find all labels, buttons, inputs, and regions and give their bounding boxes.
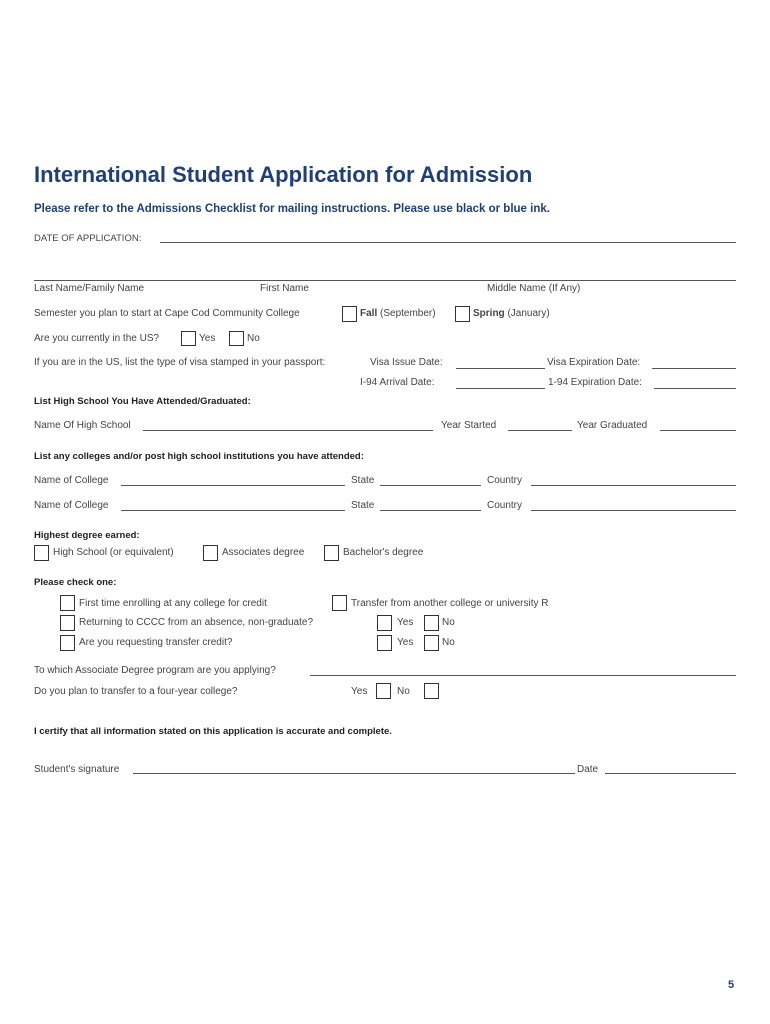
signature-label: Student's signature bbox=[34, 764, 120, 775]
transfer-credit-no-checkbox[interactable] bbox=[424, 635, 439, 651]
year-graduated-field[interactable] bbox=[660, 430, 736, 431]
in-us-yes-checkbox[interactable] bbox=[181, 331, 196, 346]
college-2-country-field[interactable] bbox=[531, 510, 736, 511]
four-year-yes-checkbox[interactable] bbox=[376, 683, 391, 699]
fall-checkbox[interactable] bbox=[342, 306, 357, 322]
returning-checkbox[interactable] bbox=[60, 615, 75, 631]
program-field[interactable] bbox=[310, 675, 736, 676]
visa-issue-date-field[interactable] bbox=[456, 368, 545, 369]
fall-label: Fall (September) bbox=[360, 308, 436, 319]
transfer-credit-yes-label: Yes bbox=[397, 637, 414, 648]
four-year-no-label: No bbox=[397, 686, 410, 697]
name-field-line[interactable] bbox=[34, 280, 736, 281]
returning-no-label: No bbox=[442, 617, 455, 628]
signature-date-label: Date bbox=[577, 764, 599, 775]
college-1-country-label: Country bbox=[487, 475, 523, 486]
middle-name-label: Middle Name (If Any) bbox=[487, 283, 581, 294]
year-started-label: Year Started bbox=[441, 420, 497, 431]
visa-expiration-date-label: Visa Expiration Date: bbox=[547, 357, 641, 368]
returning-yes-label: Yes bbox=[397, 617, 414, 628]
semester-label: Semester you plan to start at Cape Cod Community College bbox=[34, 308, 300, 319]
degree-associates-checkbox[interactable] bbox=[203, 545, 218, 561]
four-year-yes-label: Yes bbox=[351, 686, 368, 697]
degree-bachelors-label: Bachelor's degree bbox=[343, 547, 424, 558]
i94-arrival-label: I-94 Arrival Date: bbox=[360, 377, 435, 388]
program-label: To which Associate Degree program are you applying? bbox=[34, 665, 276, 676]
college-1-state-label: State bbox=[351, 475, 375, 486]
in-us-no-checkbox[interactable] bbox=[229, 331, 244, 346]
transfer-label: Transfer from another college or university R bbox=[351, 598, 549, 609]
visa-type-label: If you are in the US, list the type of visa stamped in your passport: bbox=[34, 357, 326, 368]
visa-issue-date-label: Visa Issue Date: bbox=[370, 357, 443, 368]
college-2-state-label: State bbox=[351, 500, 375, 511]
first-time-label: First time enrolling at any college for credit bbox=[79, 598, 267, 609]
i94-expiration-label: 1-94 Expiration Date: bbox=[548, 377, 642, 388]
college-1-state-field[interactable] bbox=[380, 485, 481, 486]
transfer-credit-no-label: No bbox=[442, 637, 455, 648]
high-school-heading: List High School You Have Attended/Graduated: bbox=[34, 396, 251, 407]
transfer-credit-label: Are you requesting transfer credit? bbox=[79, 637, 233, 648]
college-1-name-field[interactable] bbox=[121, 485, 345, 486]
in-us-yes-label: Yes bbox=[199, 333, 216, 344]
signature-date-field[interactable] bbox=[605, 773, 736, 774]
date-of-application-field[interactable] bbox=[160, 242, 736, 243]
college-2-country-label: Country bbox=[487, 500, 523, 511]
colleges-heading: List any colleges and/or post high school institutions you have attended: bbox=[34, 451, 364, 462]
returning-no-checkbox[interactable] bbox=[424, 615, 439, 631]
last-name-label: Last Name/Family Name bbox=[34, 283, 145, 294]
i94-expiration-field[interactable] bbox=[654, 388, 736, 389]
college-1-name-label: Name of College bbox=[34, 475, 109, 486]
degree-high-school-label: High School (or equivalent) bbox=[53, 547, 174, 558]
first-time-checkbox[interactable] bbox=[60, 595, 75, 611]
spring-checkbox[interactable] bbox=[455, 306, 470, 322]
returning-yes-checkbox[interactable] bbox=[377, 615, 392, 631]
four-year-label: Do you plan to transfer to a four-year college? bbox=[34, 686, 238, 697]
college-2-state-field[interactable] bbox=[380, 510, 481, 511]
four-year-no-checkbox[interactable] bbox=[424, 683, 439, 699]
college-2-name-label: Name of College bbox=[34, 500, 109, 511]
returning-label: Returning to CCCC from an absence, non-graduate? bbox=[79, 617, 314, 628]
high-school-name-field[interactable] bbox=[143, 430, 433, 431]
date-of-application-label: DATE OF APPLICATION: bbox=[34, 233, 142, 244]
signature-field[interactable] bbox=[133, 773, 575, 774]
certify-statement: I certify that all information stated on this application is accurate and complete. bbox=[34, 726, 392, 737]
in-us-no-label: No bbox=[247, 333, 260, 344]
degree-high-school-checkbox[interactable] bbox=[34, 545, 49, 561]
in-us-label: Are you currently in the US? bbox=[34, 333, 160, 344]
transfer-checkbox[interactable] bbox=[332, 595, 347, 611]
page-number: 5 bbox=[728, 979, 735, 991]
degree-associates-label: Associates degree bbox=[222, 547, 305, 558]
i94-arrival-field[interactable] bbox=[456, 388, 545, 389]
year-started-field[interactable] bbox=[508, 430, 572, 431]
page-title: International Student Application for Admission bbox=[34, 162, 533, 187]
visa-expiration-date-field[interactable] bbox=[652, 368, 736, 369]
transfer-credit-yes-checkbox[interactable] bbox=[377, 635, 392, 651]
degree-heading: Highest degree earned: bbox=[34, 530, 140, 541]
college-2-name-field[interactable] bbox=[121, 510, 345, 511]
page-subtitle: Please refer to the Admissions Checklist for mailing instructions. Please use black or blue ink. bbox=[34, 203, 550, 215]
college-1-country-field[interactable] bbox=[531, 485, 736, 486]
check-one-heading: Please check one: bbox=[34, 577, 117, 588]
high-school-name-label: Name Of High School bbox=[34, 420, 131, 431]
transfer-credit-checkbox[interactable] bbox=[60, 635, 75, 651]
degree-bachelors-checkbox[interactable] bbox=[324, 545, 339, 561]
spring-label: Spring (January) bbox=[473, 308, 550, 319]
first-name-label: First Name bbox=[260, 283, 309, 294]
year-graduated-label: Year Graduated bbox=[577, 420, 648, 431]
